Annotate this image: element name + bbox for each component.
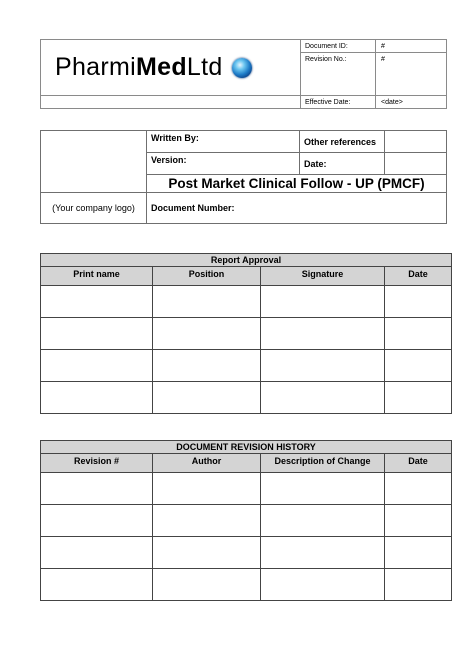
company-logo [55, 53, 252, 82]
description-cell[interactable] [261, 569, 385, 601]
description-cell[interactable] [261, 505, 385, 537]
table-row [41, 350, 452, 382]
author-cell[interactable] [153, 473, 261, 505]
author-cell[interactable] [153, 569, 261, 601]
logo-text-light: Pharmi [55, 53, 136, 81]
table-row [41, 505, 452, 537]
description-cell[interactable] [261, 473, 385, 505]
logo-placeholder-area [41, 131, 147, 193]
column-header: Signature [261, 267, 385, 286]
globe-icon [232, 58, 252, 78]
print-name-cell[interactable] [41, 382, 153, 414]
table-row [41, 537, 452, 569]
column-header: Print name [41, 267, 153, 286]
date-value[interactable] [385, 153, 447, 175]
revision-no-label: Revision No.: [301, 53, 376, 96]
table-row [41, 318, 452, 350]
table-row [41, 286, 452, 318]
signature-cell[interactable] [261, 318, 385, 350]
document-id-label: Document ID: [301, 40, 376, 53]
position-cell[interactable] [153, 382, 261, 414]
effective-date-label: Effective Date: [301, 96, 376, 109]
header-blank-cell [41, 96, 301, 109]
signature-cell[interactable] [261, 350, 385, 382]
signature-cell[interactable] [261, 382, 385, 414]
date-cell[interactable] [385, 473, 452, 505]
document-number-label[interactable]: Document Number: [147, 193, 447, 224]
document-title: Post Market Clinical Follow - UP (PMCF) [147, 175, 447, 193]
table-row [41, 569, 452, 601]
company-logo-placeholder[interactable]: (Your company logo) [41, 193, 147, 224]
position-cell[interactable] [153, 350, 261, 382]
date-cell[interactable] [385, 537, 452, 569]
revision-no-value[interactable]: # [376, 53, 447, 96]
company-logo-area [41, 40, 301, 96]
revision-history-caption: DOCUMENT REVISION HISTORY [41, 441, 452, 454]
document-header [40, 39, 447, 109]
print-name-cell[interactable] [41, 318, 153, 350]
revision-cell[interactable] [41, 537, 153, 569]
document-info [40, 130, 447, 224]
date-cell[interactable] [385, 286, 452, 318]
date-cell[interactable] [385, 350, 452, 382]
date-cell[interactable] [385, 569, 452, 601]
position-cell[interactable] [153, 318, 261, 350]
column-header: Date [385, 267, 452, 286]
revision-cell[interactable] [41, 569, 153, 601]
print-name-cell[interactable] [41, 286, 153, 318]
table-row [41, 473, 452, 505]
table-row [41, 382, 452, 414]
column-header: Description of Change [261, 454, 385, 473]
author-cell[interactable] [153, 537, 261, 569]
revision-cell[interactable] [41, 473, 153, 505]
column-header: Revision # [41, 454, 153, 473]
date-label: Date: [300, 153, 385, 175]
effective-date-value[interactable]: <date> [376, 96, 447, 109]
description-cell[interactable] [261, 537, 385, 569]
revision-cell[interactable] [41, 505, 153, 537]
position-cell[interactable] [153, 286, 261, 318]
column-header: Date [385, 454, 452, 473]
report-approval-table [40, 253, 452, 414]
date-cell[interactable] [385, 318, 452, 350]
logo-text-suffix: Ltd [186, 53, 223, 81]
revision-history-table [40, 440, 452, 601]
author-cell[interactable] [153, 505, 261, 537]
report-approval-caption: Report Approval [41, 254, 452, 267]
print-name-cell[interactable] [41, 350, 153, 382]
other-references-value[interactable] [385, 131, 447, 153]
logo-text-bold: Med [136, 53, 187, 81]
column-header: Author [153, 454, 261, 473]
column-header: Position [153, 267, 261, 286]
date-cell[interactable] [385, 505, 452, 537]
document-id-value[interactable]: # [376, 40, 447, 53]
date-cell[interactable] [385, 382, 452, 414]
signature-cell[interactable] [261, 286, 385, 318]
version-label[interactable]: Version: [147, 153, 300, 175]
written-by-label[interactable]: Written By: [147, 131, 300, 153]
other-references-label: Other references [300, 131, 385, 153]
